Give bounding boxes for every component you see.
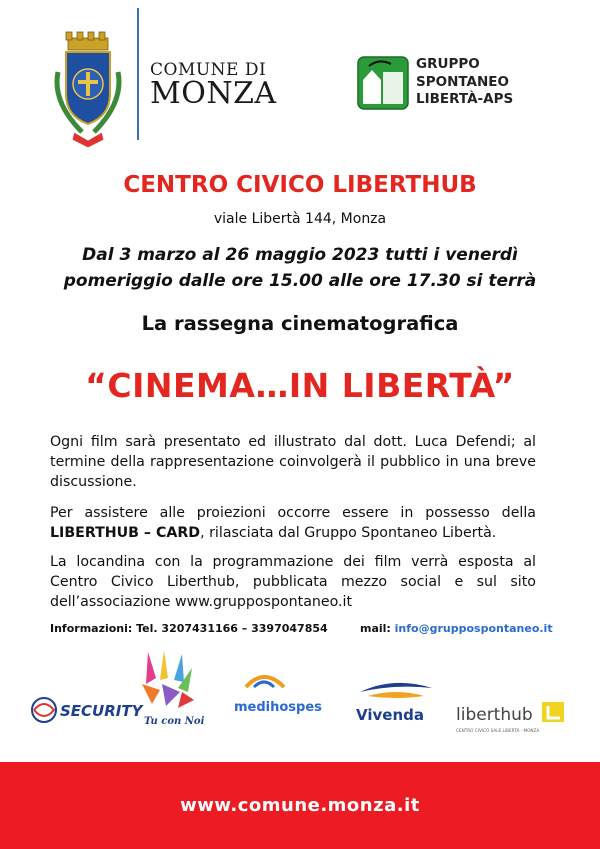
rassegna-heading: La rassegna cinematografica xyxy=(141,312,459,335)
medihospes-name: medihospes xyxy=(234,700,322,715)
liberthub-sponsor-logo xyxy=(456,700,572,740)
comune-label: COMUNE DI xyxy=(150,60,267,80)
city-name: MONZA xyxy=(150,76,277,111)
paragraph-card-prefix: Per assistere alle proiezioni occorre essere in possesso della xyxy=(50,505,536,521)
date-line-1: Dal 3 marzo al 26 maggio 2023 tutti i venerdì xyxy=(82,245,518,265)
security-sponsor-logo xyxy=(30,690,143,730)
paragraph-program: La locandina con la programmazione dei film verrà esposta al Centro Civico Liberthub, pubblicata mezzo social e sul sito dell’associazione www.gruppospontaneo.it xyxy=(50,554,536,610)
paragraph-presenter: Ogni film sarà presentato ed illustrato dal dott. Luca Defendi; al termine della rappresentazione coinvolgerà il pubblico in una breve discussione. xyxy=(50,434,536,490)
mail-label: mail: xyxy=(360,622,395,635)
paragraph-card xyxy=(50,503,536,543)
monza-coat-of-arms-logo xyxy=(48,32,128,150)
phone-info: Informazioni: Tel. 3207431166 – 3397047854 xyxy=(50,622,328,635)
center-title: CENTRO CIVICO LIBERTHUB xyxy=(123,172,477,198)
security-name: SECURITY xyxy=(60,702,143,720)
footer-website-link[interactable]: www.comune.monza.it xyxy=(180,795,420,816)
header-divider xyxy=(137,8,139,140)
medihospes-sponsor-logo xyxy=(230,665,322,723)
vivenda-sponsor-logo xyxy=(354,678,440,728)
liberthub-card-name: LIBERTHUB – CARD xyxy=(50,525,201,541)
liberthub-subtitle: CENTRO CIVICO SALE LIBERTÀ - MONZA xyxy=(456,728,540,733)
tu-con-noi-sponsor-logo xyxy=(138,648,205,732)
vivenda-name: Vivenda xyxy=(356,706,424,724)
liberthub-name: liberthub xyxy=(456,705,533,725)
mail-info xyxy=(360,622,553,635)
gruppo-line-3: LIBERTÀ-APS xyxy=(416,91,514,107)
gruppo-line-2: SPONTANEO xyxy=(416,73,509,90)
mail-link[interactable]: info@gruppospontaneo.it xyxy=(394,622,553,635)
gruppo-spontaneo-logo xyxy=(357,56,409,110)
gruppo-line-1: GRUPPO xyxy=(416,56,480,72)
tu-con-noi-name: Tu con Noi xyxy=(144,716,205,727)
gruppo-spontaneo-name xyxy=(416,56,513,109)
event-title: “CINEMA…IN LIBERTÀ” xyxy=(85,366,515,405)
paragraph-card-suffix: , rilasciata dal Gruppo Spontaneo Libertà. xyxy=(200,525,497,541)
date-line-2: pomeriggio dalle ore 15.00 alle ore 17.30 si terrà xyxy=(63,271,537,291)
address: viale Libertà 144, Monza xyxy=(213,211,387,227)
